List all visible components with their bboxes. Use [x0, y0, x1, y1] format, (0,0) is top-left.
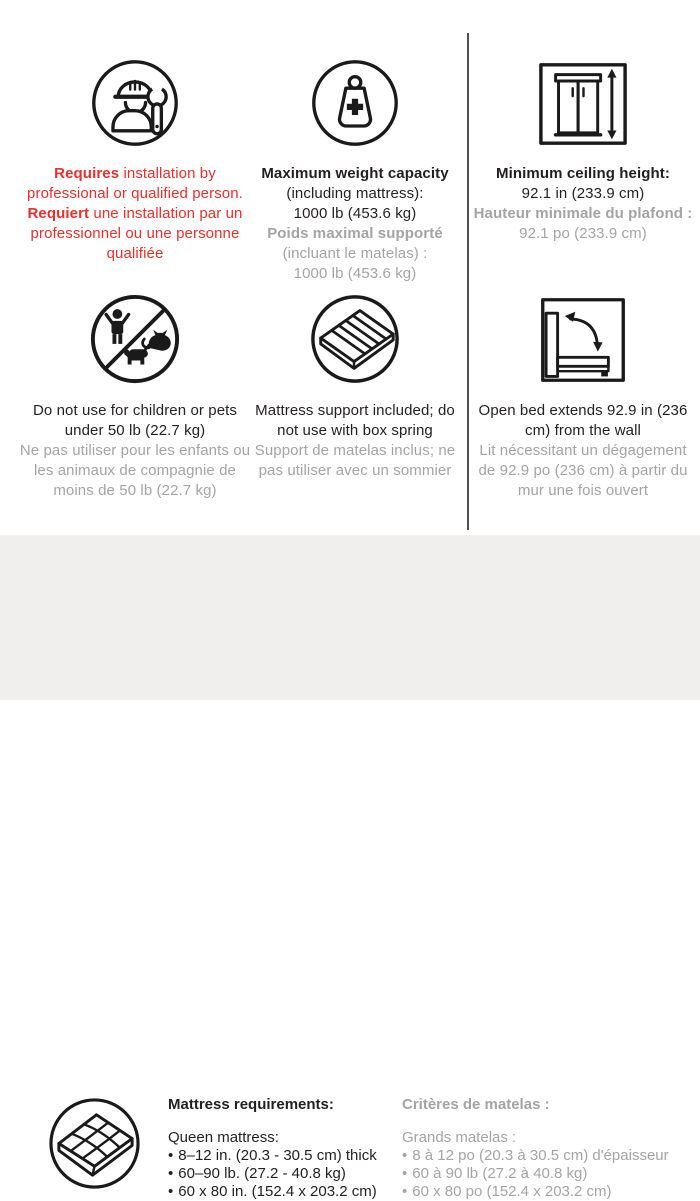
block-weight [247, 57, 463, 284]
installation-fr-bold: Requiert [27, 205, 90, 222]
installation-text [17, 164, 253, 264]
weight-en-line2: (including mattress): [286, 185, 424, 202]
open-bed-en: Open bed extends 92.9 in (236 cm) from the wall [478, 402, 688, 439]
block-open-bed [472, 292, 694, 501]
installer-icon [89, 57, 181, 149]
mattress-icon [47, 1096, 142, 1191]
ceiling-en-line2: 92.1 in (233.9 cm) [521, 185, 645, 202]
footer-french-column [402, 1096, 669, 1201]
no-children-pets-icon [88, 292, 182, 386]
support-fr: Support de matelas inclus; ne pas utiliser avec un sommier [254, 442, 456, 479]
block-support [247, 292, 463, 481]
footer-fr-list [402, 1147, 669, 1201]
weight-fr-line2: (incluant le matelas) : [282, 245, 428, 262]
installation-fr-rest: une installation par un professionnel ou une personne qualifiée [30, 205, 243, 262]
children-pets-en: Do not use for children or pets under 50 lb (22.7 kg) [32, 402, 238, 439]
footer-fr-subtitle: Grands matelas : [402, 1129, 517, 1146]
mattress-requirements-panel [0, 535, 700, 1200]
block-installation [17, 57, 253, 264]
footer-en-title: Mattress requirements: [168, 1096, 334, 1113]
weight-fr-line3: 1000 lb (453.6 kg) [293, 265, 417, 282]
footer-fr-title: Critères de matelas : [402, 1096, 550, 1113]
ceiling-fr-title: Hauteur minimale du plafond : [473, 205, 693, 222]
installation-en-rest: installation by professional or qualified person. [27, 165, 243, 202]
ceiling-fr-line2: 92.1 po (233.9 cm) [519, 225, 647, 242]
ceiling-height-icon [536, 59, 630, 149]
weight-en-title: Maximum weight capacity [261, 165, 449, 182]
support-en: Mattress support included; do not use with box spring [255, 402, 455, 439]
footer-en-list [168, 1147, 377, 1201]
bed-open-icon [537, 294, 629, 386]
weight-icon [309, 57, 401, 149]
installation-en-bold: Requires [54, 165, 120, 182]
weight-en-line3: 1000 lb (453.6 kg) [293, 205, 417, 222]
footer-fr-item: • 60 à 90 lb (27.2 à 40.8 kg) [402, 1165, 669, 1183]
footer-fr-item: • 60 x 80 po (152.4 x 203.2 cm) [402, 1183, 669, 1201]
vertical-divider [467, 33, 469, 530]
footer-en-item: • 8–12 in. (20.3 - 30.5 cm) thick [168, 1147, 377, 1165]
mattress-support-icon [308, 292, 402, 386]
children-pets-fr: Ne pas utiliser pour les enfants ou les animaux de compagnie de moins de 50 lb (22.7 kg) [19, 442, 251, 499]
block-ceiling [472, 57, 694, 244]
footer-en-item: • 60–90 lb. (27.2 - 40.8 kg) [168, 1165, 377, 1183]
weight-fr-title: Poids maximal supporté [267, 225, 443, 242]
footer-en-item: • 60 x 80 in. (152.4 x 203.2 cm) [168, 1183, 377, 1201]
footer-fr-item: • 8 à 12 po (20.3 à 30.5 cm) d'épaisseur [402, 1147, 669, 1165]
open-bed-fr: Lit nécessitant un dégagement de 92.9 po (236 cm) à partir du mur une fois ouvert [478, 442, 688, 499]
block-children-pets [17, 292, 253, 501]
footer-en-subtitle: Queen mattress: [168, 1129, 279, 1146]
footer-english-column [168, 1096, 377, 1201]
ceiling-en-title: Minimum ceiling height: [496, 165, 670, 182]
